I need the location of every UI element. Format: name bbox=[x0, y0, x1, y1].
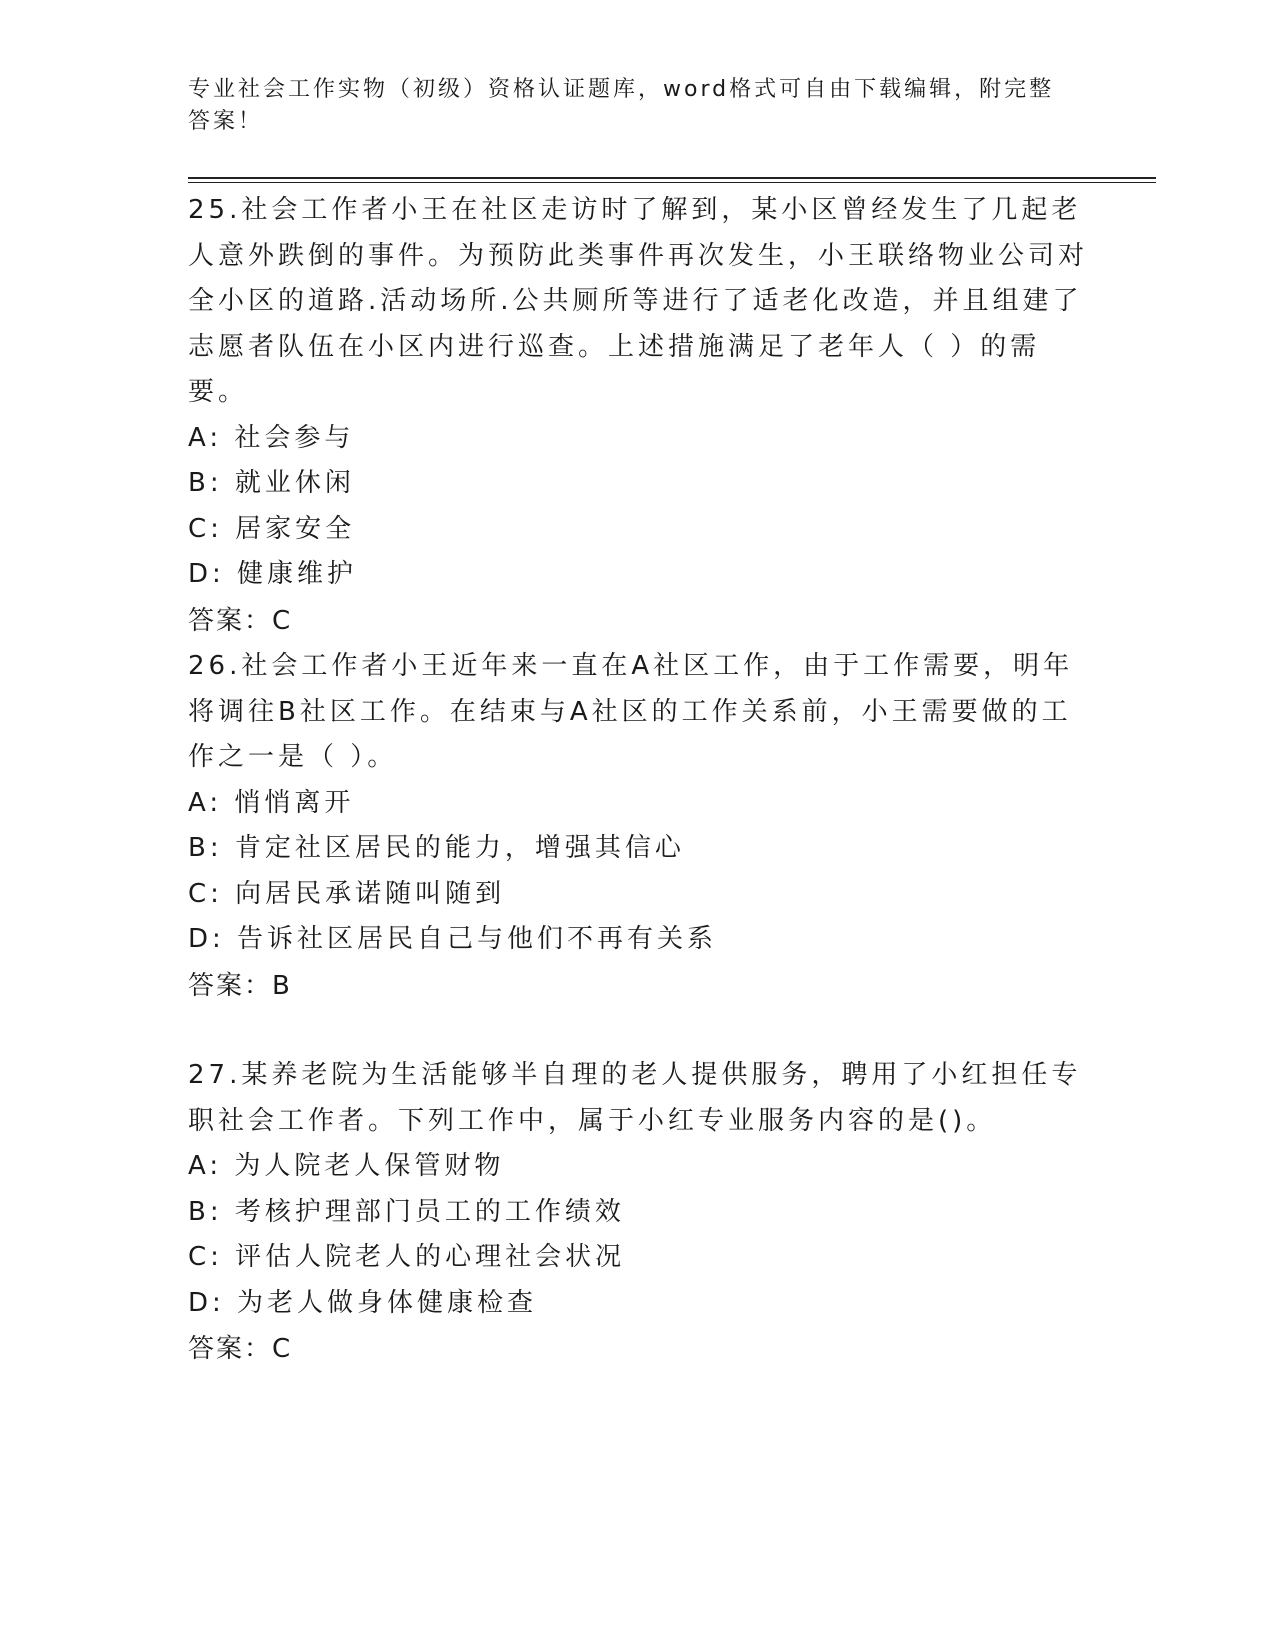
option-d: D: 为老人做身体健康检查 bbox=[188, 1287, 538, 1318]
option-a: A: 社会参与 bbox=[188, 422, 355, 453]
question-25 bbox=[188, 188, 1088, 644]
option-b: B: 肯定社区居民的能力，增强其信心 bbox=[188, 833, 685, 863]
header-divider-thin bbox=[188, 182, 1156, 183]
option-a: A: 悄悄离开 bbox=[188, 787, 355, 818]
option-c: C: 评估人院老人的心理社会状况 bbox=[188, 1242, 626, 1272]
answer-line: 答案：B bbox=[188, 970, 292, 1001]
question-stem: 25.社会工作者小王在社区走访时了解到，某小区曾经发生了几起老人意外跌倒的事件。为预防此类事件再次发生，小王联络物业公司对全小区的道路.活动场所.公共厕所等进行了适老化改造，并且组建了志愿者队伍在小区内进行巡查。上述措施满足了老年人（ ）的需要。 bbox=[188, 195, 1089, 407]
option-c: C: 居家安全 bbox=[188, 513, 356, 544]
question-27 bbox=[188, 1053, 1088, 1372]
option-b: B: 就业休闲 bbox=[188, 468, 355, 498]
option-c: C: 向居民承诺随叫随到 bbox=[188, 878, 506, 909]
document-header: 专业社会工作实物（初级）资格认证题库，word格式可自由下载编辑，附完整答案！ bbox=[188, 77, 1055, 134]
option-d: D: 告诉社区居民自己与他们不再有关系 bbox=[188, 924, 718, 954]
option-a: A: 为人院老人保管财物 bbox=[188, 1151, 505, 1181]
answer-line: 答案：C bbox=[188, 1334, 293, 1364]
question-stem: 27.某养老院为生活能够半自理的老人提供服务，聘用了小红担任专职社会工作者。下列工作中，属于小红专业服务内容的是()。 bbox=[188, 1060, 1082, 1136]
question-26 bbox=[188, 644, 1088, 1009]
option-b: B: 考核护理部门员工的工作绩效 bbox=[188, 1196, 625, 1227]
option-d: D: 健康维护 bbox=[188, 559, 358, 589]
header-divider-thick bbox=[188, 177, 1156, 179]
question-stem: 26.社会工作者小王近年来一直在A社区工作，由于工作需要，明年将调往B社区工作。在结束与A社区的工作关系前，小王需要做的工作之一是（ ）。 bbox=[188, 651, 1074, 772]
answer-line: 答案：C bbox=[188, 605, 293, 636]
